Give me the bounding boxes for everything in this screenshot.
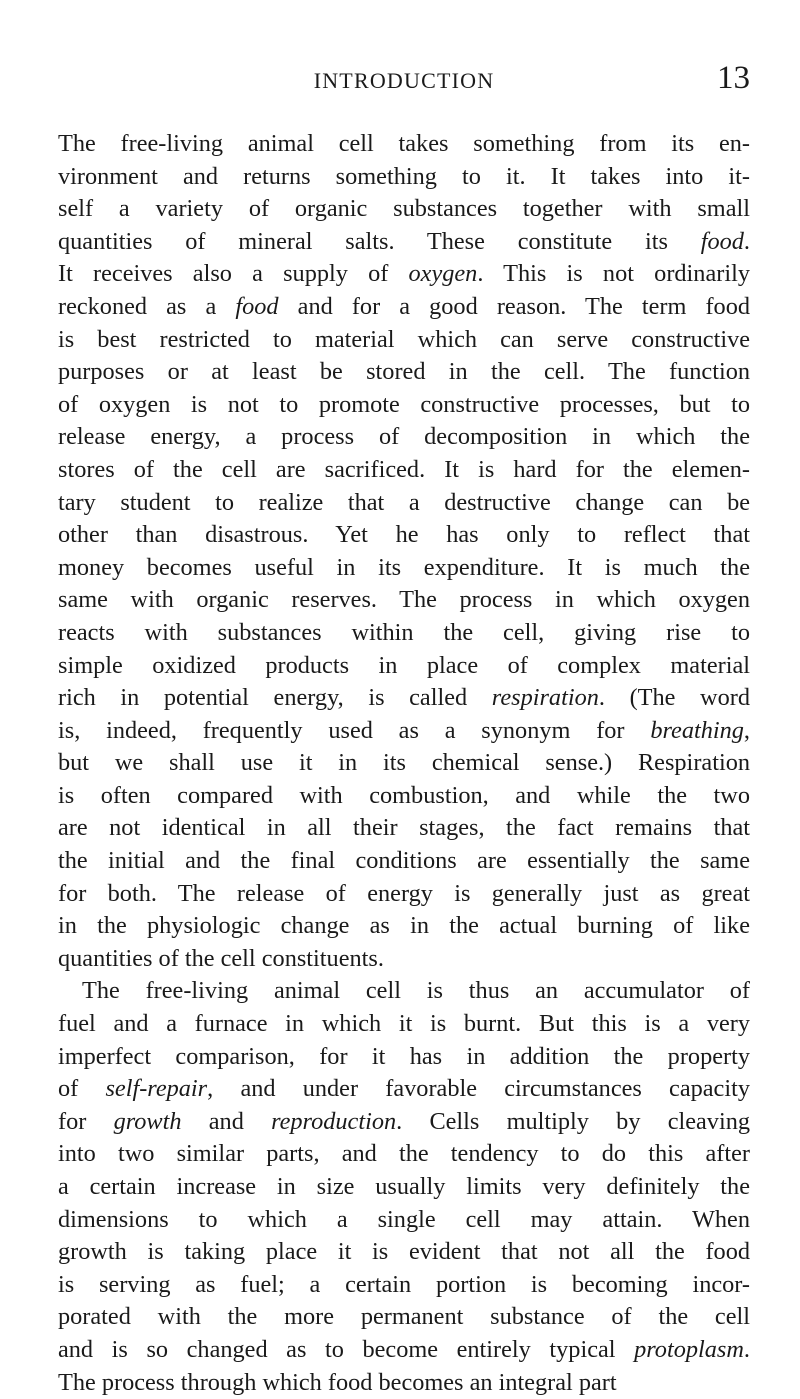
text-line: release energy, a process of decomposition in which the bbox=[58, 423, 750, 451]
text-line: The free-living animal cell takes something from its en- bbox=[58, 130, 750, 157]
text-line: for both. The release of energy is generally just as great bbox=[58, 879, 750, 907]
text-line: stores of the cell are sacrificed. It is hard for the elemen- bbox=[58, 455, 750, 483]
text-line: but we shall use it in its chemical sense.) Respiration bbox=[58, 749, 750, 777]
text-line: a certain increase in size usually limits very definitely the bbox=[58, 1173, 750, 1200]
text-line: and is so changed as to become entirely typical protoplasm. bbox=[58, 1335, 750, 1363]
book-page bbox=[58, 60, 750, 1399]
text-line: growth is taking place it is evident that not all the food bbox=[58, 1238, 750, 1266]
text-line: The process through which food becomes an integral part bbox=[58, 1368, 617, 1396]
text-line: is often compared with combustion, and while the two bbox=[58, 781, 750, 809]
text-line: porated with the more permanent substance of the cell bbox=[58, 1303, 750, 1331]
text-line: quantities of mineral salts. These constitute its food. bbox=[58, 227, 750, 255]
text-line: self a variety of organic substances together with small bbox=[58, 195, 750, 223]
text-line: reckoned as a food and for a good reason. The term food bbox=[58, 292, 750, 320]
running-head bbox=[58, 60, 750, 106]
text-line: purposes or at least be stored in the cell. The function bbox=[58, 358, 750, 386]
text-line: simple oxidized products in place of complex material bbox=[58, 651, 750, 679]
text-line: into two similar parts, and the tendency to do this after bbox=[58, 1140, 750, 1168]
text-line: fuel and a furnace in which it is burnt. But this is a very bbox=[58, 1010, 750, 1038]
text-line: dimensions to which a single cell may attain. When bbox=[58, 1205, 750, 1233]
text-line: tary student to realize that a destructive change can be bbox=[58, 488, 750, 516]
text-line: the initial and the final conditions are essentially the same bbox=[58, 847, 750, 875]
body-text bbox=[58, 128, 750, 1399]
text-line: same with organic reserves. The process in which oxygen bbox=[58, 586, 750, 614]
text-line: are not identical in all their stages, the fact remains that bbox=[58, 814, 750, 842]
page-number: 13 bbox=[717, 60, 750, 96]
text-line: rich in potential energy, is called respiration. (The word bbox=[58, 684, 750, 712]
text-line: of self-repair, and under favorable circumstances capacity bbox=[58, 1075, 750, 1103]
text-line: of oxygen is not to promote constructive processes, but to bbox=[58, 390, 750, 418]
text-line: quantities of the cell constituents. bbox=[58, 944, 384, 972]
text-line: is serving as fuel; a certain portion is becoming incor- bbox=[58, 1270, 750, 1298]
text-line: It receives also a supply of oxygen. This is not ordinarily bbox=[58, 260, 750, 288]
text-line: in the physiologic change as in the actual burning of like bbox=[58, 912, 750, 940]
text-line: money becomes useful in its expenditure. It is much the bbox=[58, 553, 750, 581]
text-line: is, indeed, frequently used as a synonym for breathing, bbox=[58, 716, 750, 744]
text-line: is best restricted to material which can serve constructive bbox=[58, 325, 750, 353]
text-line: reacts with substances within the cell, giving rise to bbox=[58, 618, 750, 646]
text-line: for growth and reproduction. Cells multiply by cleaving bbox=[58, 1107, 750, 1135]
text-line: vironment and returns something to it. It takes into it- bbox=[58, 162, 750, 190]
text-line: imperfect comparison, for it has in addition the property bbox=[58, 1042, 750, 1070]
text-line: other than disastrous. Yet he has only to reflect that bbox=[58, 521, 750, 549]
text-line: The free-living animal cell is thus an accumulator of bbox=[82, 977, 750, 1005]
running-title: INTRODUCTION bbox=[313, 68, 495, 93]
